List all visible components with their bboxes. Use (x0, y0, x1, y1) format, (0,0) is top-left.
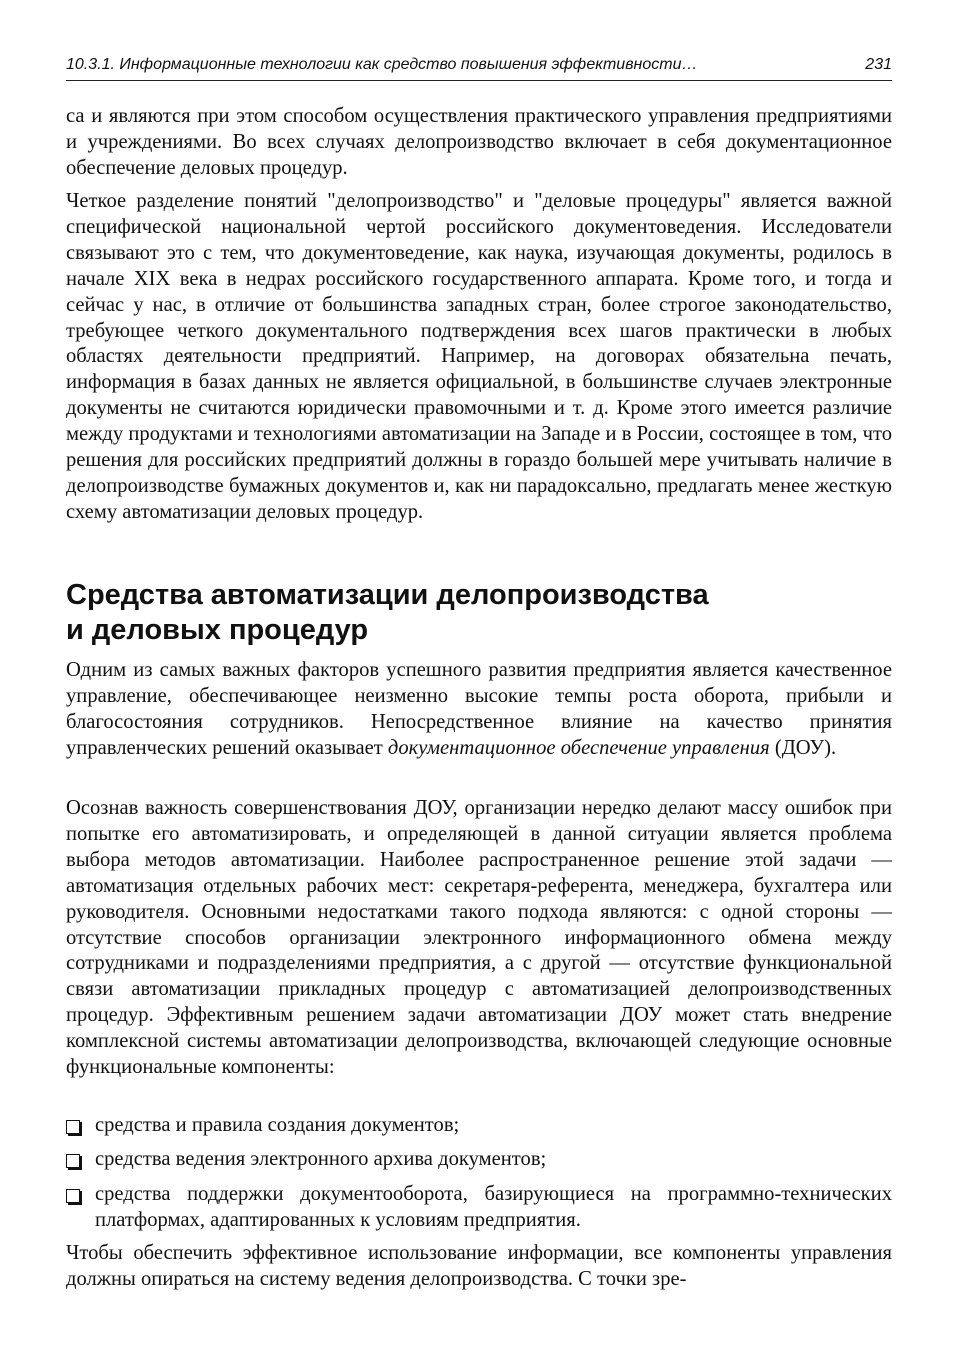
list-item (66, 1113, 921, 1139)
checkbox-bullet-icon (66, 1154, 80, 1168)
italic-term: документационное обеспечение управления (387, 736, 770, 759)
paragraph-final: Чтобы обеспечить эффективное использование информации, все компоненты управления должны опираться на систему ведения делопроизводства. С точки зре- (66, 1242, 892, 1290)
list-item-text: средства ведения электронного архива документов; (95, 1148, 547, 1170)
paragraph-text: Одним из самых важных факторов успешного развития предприятия является качественное управление, обеспечивающее неизменно высокие темпы роста оборота, прибыли и благосостояния сотрудников. Непосредственное влияние на качество принятия управленческих решений оказывает (66, 659, 892, 759)
list-item (66, 1182, 892, 1234)
paragraph-text-end: (ДОУ). (769, 736, 837, 759)
section-heading-line-1: Средства автоматизации делопроизводства (66, 579, 709, 611)
list-item-text: средства поддержки документооборота, базирующиеся на программно-технических платформах, адаптированных к условиям предприятия. (95, 1183, 892, 1231)
list-item (66, 1147, 921, 1173)
paragraph-continuation: са и являются при этом способом осуществления практического управления предприятиями и учреждениями. Во всех случаях делопроизводство включает в себя документационное обеспечение деловых процедур. (66, 105, 892, 179)
running-header-title: 10.3.1. Информационные технологии как средство повышения эффективности… (66, 56, 698, 73)
checkbox-bullet-icon (66, 1120, 80, 1134)
paragraph-automation-approach: Осознав важность совершенствования ДОУ, организации нередко делают массу ошибок при попытке его автоматизировать, и определяющей в данной ситуации является проблема выбора методов автоматизации. Наиболее распространенное решение этой задачи — автоматизация отдельных рабочих мест: секретаря-референта, менеджера, бухгалтера или руководителя. Основными недостатками такого подхода являются: с одной стороны — отсутствие способов организации электронного информационного обмена между сотрудниками и подразделениями предприятия, а с другой — отсутствие функциональной связи автоматизации прикладных процедур с автоматизацией делопроизводственных процедур. Эффективным решением задачи автоматизации ДОУ может стать внедрение комплексной системы автоматизации делопроизводства, включающей следующие основные функциональные компоненты: (66, 797, 892, 1079)
section-heading (66, 578, 892, 648)
list-item-text: средства и правила создания документов; (95, 1114, 460, 1136)
paragraph-terminology: Четкое разделение понятий "делопроизводство" и "деловые процедуры" является важной специфической национальной чертой российского документоведения. Исследователи связывают это с тем, что документоведение, как наука, изучающая документы, родилось в начале XIX века в недрах российского государственного аппарата. Кроме того, и тогда и сейчас у нас, в отличие от большинства западных стран, более строгое законодательство, требующее четкого документального подтверждения всех шагов практически в любых областях деятельности предприятий. Например, на договорах обязательна печать, информация в базах данных не является официальной, в большинстве случаев электронные документы не считаются юридически правомочными и т. д. Кроме этого имеется различие между продуктами и технологиями автоматизации на Западе и в России, состоящее в том, что решения для российских предприятий должны в гораздо большей мере учитывать наличие в делопроизводстве бумажных документов и, как ни парадоксально, предлагать менее жесткую схему автоматизации деловых процедур. (66, 190, 892, 523)
checkbox-bullet-icon (66, 1189, 80, 1203)
page-number: 231 (865, 56, 892, 73)
running-header (66, 56, 892, 81)
section-heading-line-2: и деловых процедур (66, 614, 369, 646)
paragraph-management-quality (66, 658, 892, 762)
